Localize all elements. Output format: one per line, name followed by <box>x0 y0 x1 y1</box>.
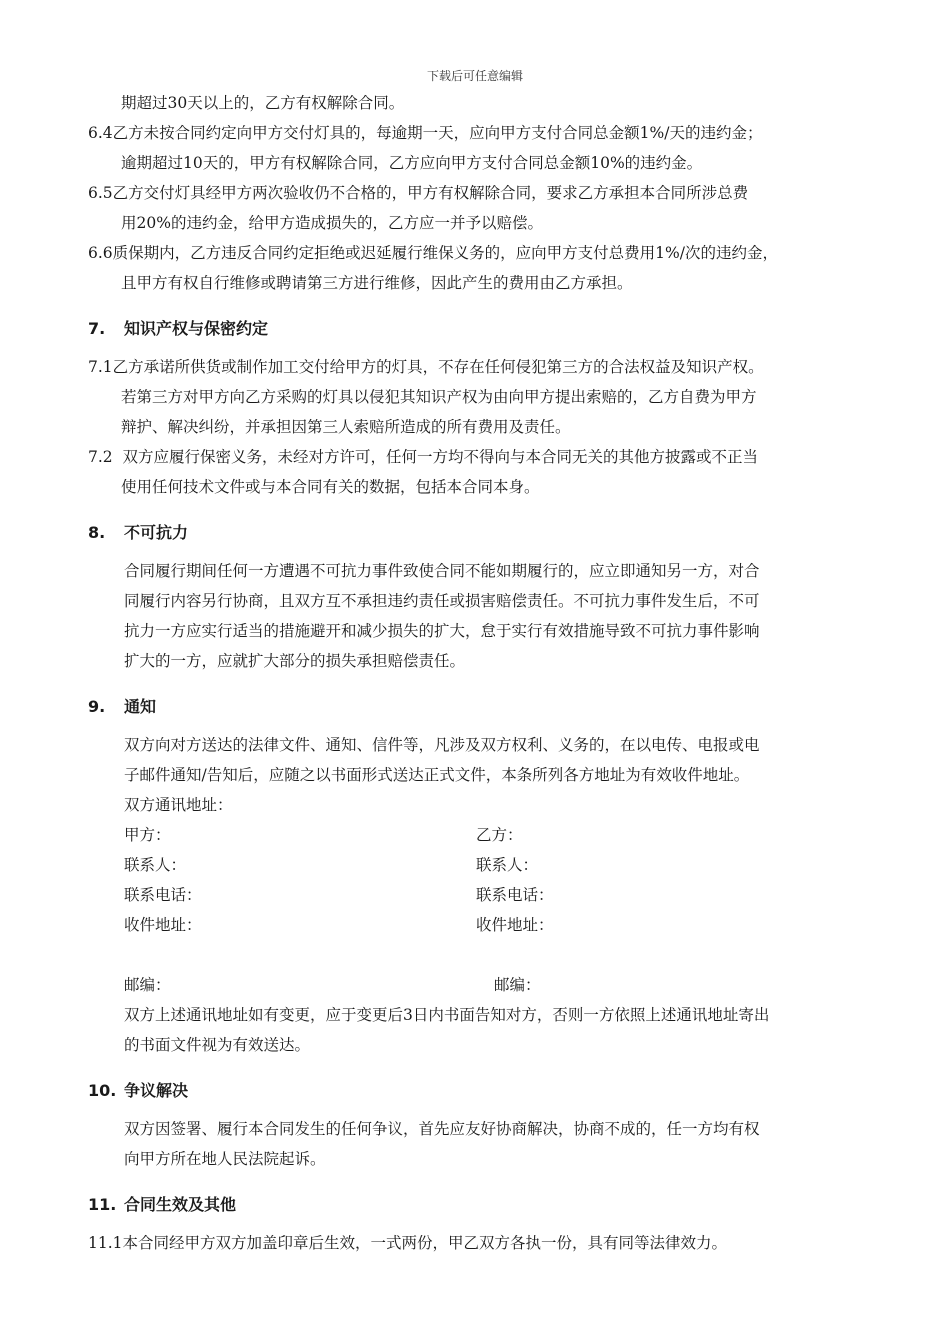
document-body <box>88 88 878 1258</box>
section-8-heading <box>88 520 878 546</box>
phone-b-label: 联系电话： <box>476 886 554 904</box>
party-b-label: 乙方： <box>476 826 523 844</box>
clause-6-4 <box>88 118 878 178</box>
clause-text: 双方应履行保密义务，未经对方许可，任何一方均不得向与本合同无关的其他方披露或不正当 <box>122 448 759 466</box>
paragraph-line: 双方向对方送达的法律文件、通知、信件等，凡涉及双方权利、义务的，在以电传、电报或电 <box>124 736 760 754</box>
clause-6-5 <box>88 178 878 238</box>
clause-text: 且甲方有权自行维修或聘请第三方进行维修，因此产生的费用由乙方承担。 <box>121 274 633 292</box>
page-header: 下载后可任意编辑 <box>426 69 523 83</box>
continued-line: 期超过30天以上的，乙方有权解除合同。 <box>121 94 405 112</box>
section-9-heading <box>88 694 878 720</box>
clause-text: 乙方承诺所供货或制作加工交付给甲方的灯具，不存在任何侵犯第三方的合法权益及知识产权。 <box>112 358 764 376</box>
clause-text: 本合同经甲方双方加盖印章后生效，一式两份，甲乙双方各执一份，具有同等法律效力。 <box>122 1234 728 1252</box>
contact-row <box>88 850 878 880</box>
paragraph-line: 同履行内容另行协商，且双方互不承担违约责任或损害赔偿责任。不可抗力事件发生后，不可 <box>124 592 760 610</box>
section-title: 通知 <box>124 697 157 716</box>
contact-b-label: 联系人： <box>476 856 539 874</box>
clause-7-2 <box>88 442 878 502</box>
paragraph-line: 的书面文件视为有效送达。 <box>124 1036 311 1054</box>
paragraph-line: 向甲方所在地人民法院起诉。 <box>124 1150 326 1168</box>
clause-number: 6.6 <box>88 244 113 262</box>
section-title: 知识产权与保密约定 <box>124 319 269 338</box>
clause-11-1 <box>88 1228 878 1258</box>
section-11-heading <box>88 1192 878 1218</box>
section-number: 8. <box>88 523 106 542</box>
section-title: 争议解决 <box>124 1081 189 1100</box>
address-title: 双方通讯地址： <box>124 796 233 814</box>
clause-text: 质保期内，乙方违反合同约定拒绝或迟延履行维保义务的，应向甲方支付总费用1%/次的违约金， <box>112 244 778 262</box>
section-number: 10. <box>88 1081 117 1100</box>
clause-text: 辩护、解决纠纷，并承担因第三人索赔所造成的所有费用及责任。 <box>121 418 571 436</box>
clause-text: 逾期超过10天的，甲方有权解除合同，乙方应向甲方支付合同总金额10%的违约金。 <box>121 154 703 172</box>
section-number: 11. <box>88 1195 117 1214</box>
clause-text: 使用任何技术文件或与本合同有关的数据，包括本合同本身。 <box>121 478 540 496</box>
address-row <box>88 910 878 940</box>
clause-7-1 <box>88 352 878 442</box>
phone-a-label: 联系电话： <box>124 886 202 904</box>
clause-number: 11.1 <box>88 1234 123 1252</box>
clause-text: 乙方未按合同约定向甲方交付灯具的，每逾期一天，应向甲方支付合同总金额1%/天的违约金； <box>112 124 763 142</box>
clause-6-6 <box>88 238 878 298</box>
paragraph-line: 双方因签署、履行本合同发生的任何争议，首先应友好协商解决，协商不成的，任一方均有权 <box>124 1120 760 1138</box>
section-number: 9. <box>88 697 106 716</box>
section-8-paragraph <box>88 556 878 676</box>
address-b-label: 收件地址： <box>476 916 554 934</box>
clause-number: 7.2 <box>88 448 123 466</box>
phone-row <box>88 880 878 910</box>
clause-number: 7.1 <box>88 358 113 376</box>
paragraph-line: 扩大的一方，应就扩大部分的损失承担赔偿责任。 <box>124 652 466 670</box>
section-title: 不可抗力 <box>124 523 189 542</box>
section-10-heading <box>88 1078 878 1104</box>
postcode-a-label: 邮编： <box>124 976 171 994</box>
contact-a-label: 联系人： <box>124 856 187 874</box>
paragraph-line: 双方上述通讯地址如有变更，应于变更后3日内书面告知对方，否则一方依照上述通讯地址寄出 <box>124 1006 770 1024</box>
clause-text: 用20%的违约金，给甲方造成损失的，乙方应一并予以赔偿。 <box>121 214 543 232</box>
clause-text: 若第三方对甲方向乙方采购的灯具以侵犯其知识产权为由向甲方提出索赔的，乙方自费为甲方 <box>121 388 757 406</box>
paragraph-line: 合同履行期间任何一方遭遇不可抗力事件致使合同不能如期履行的，应立即通知另一方，对合 <box>124 562 760 580</box>
section-10-body <box>88 1114 878 1174</box>
postcode-row <box>88 970 878 1000</box>
clause-number: 6.4 <box>88 124 113 142</box>
paragraph-line: 子邮件通知/告知后，应随之以书面形式送达正式文件，本条所列各方地址为有效收件地址。 <box>124 766 750 784</box>
clause-number: 6.5 <box>88 184 113 202</box>
section-number: 7. <box>88 319 106 338</box>
spacer <box>88 940 878 970</box>
party-a-label: 甲方： <box>124 826 171 844</box>
section-title: 合同生效及其他 <box>124 1195 237 1214</box>
address-a-label: 收件地址： <box>124 916 202 934</box>
section-9-body <box>88 730 878 1060</box>
section-7-heading <box>88 316 878 342</box>
clause-text: 乙方交付灯具经甲方两次验收仍不合格的，甲方有权解除合同，要求乙方承担本合同所涉总费 <box>112 184 749 202</box>
party-row <box>88 820 878 850</box>
postcode-b-label: 邮编： <box>494 976 541 994</box>
paragraph-line: 抗力一方应实行适当的措施避开和减少损失的扩大，怠于实行有效措施导致不可抗力事件影响 <box>124 622 760 640</box>
